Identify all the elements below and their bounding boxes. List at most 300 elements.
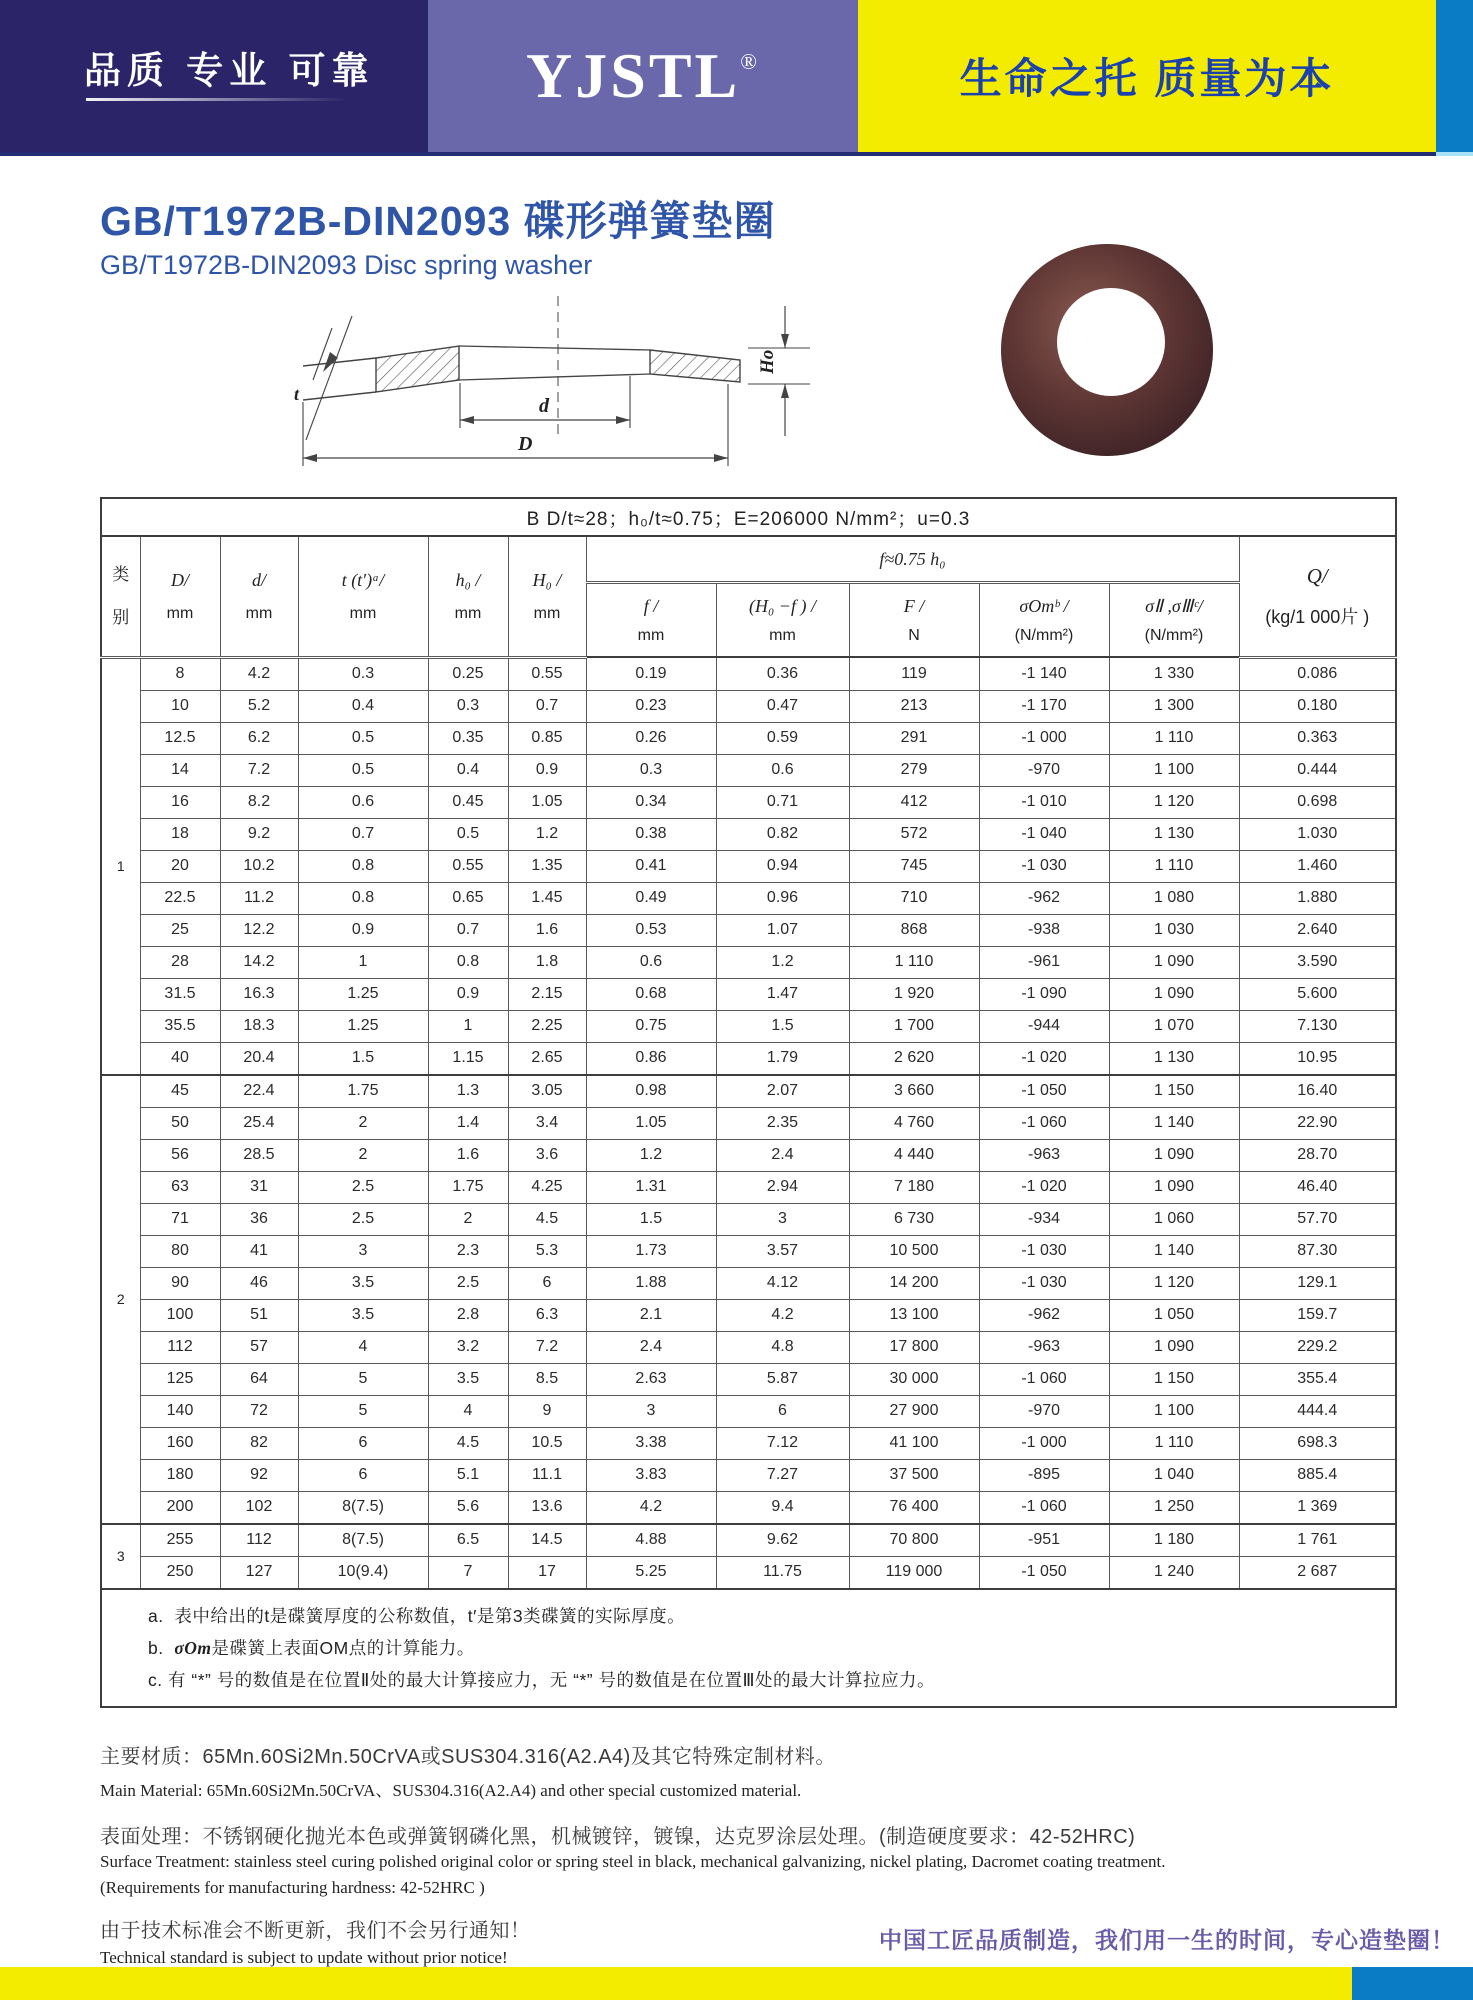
table-cell: 1.88: [586, 1267, 716, 1299]
table-cell: 250: [140, 1556, 220, 1589]
table-row: [101, 1075, 1396, 1108]
category-label: 2: [101, 1075, 140, 1524]
table-cell: -970: [979, 754, 1109, 786]
materials-en: Main Material: 65Mn.60Si2Mn.50CrVA、SUS304.316(A2.A4) and other special customized material.: [100, 1781, 802, 1800]
banner-right-slogan: 生命之托 质量为本: [959, 55, 1335, 102]
table-cell: 0.41: [586, 850, 716, 882]
table-cell: 70 800: [849, 1524, 979, 1557]
table-cell: 4.25: [508, 1171, 586, 1203]
table-cell: 1.6: [508, 914, 586, 946]
table-cell: -951: [979, 1524, 1109, 1557]
table-cell: 8(7.5): [298, 1524, 428, 1557]
table-cell: 0.59: [716, 722, 849, 754]
table-cell: 7: [428, 1556, 508, 1589]
table-cell: 1.25: [298, 978, 428, 1010]
table-cell: 5.3: [508, 1235, 586, 1267]
table-cell: -1 040: [979, 818, 1109, 850]
dim-label-Ho: Ho: [757, 349, 778, 374]
table-cell: -1 000: [979, 722, 1109, 754]
table-cell: -1 090: [979, 978, 1109, 1010]
table-cell: 1 120: [1109, 1267, 1239, 1299]
table-cell: -970: [979, 1395, 1109, 1427]
table-body: [101, 657, 1396, 1589]
table-cell: -934: [979, 1203, 1109, 1235]
table-cell: 3.6: [508, 1139, 586, 1171]
table-row: [101, 754, 1396, 786]
table-cell: 1.75: [428, 1171, 508, 1203]
table-cell: 1.5: [586, 1203, 716, 1235]
table-cell: 1 700: [849, 1010, 979, 1042]
table-cell: 180: [140, 1459, 220, 1491]
table-row: [101, 1363, 1396, 1395]
table-cell: 6.5: [428, 1524, 508, 1557]
table-cell: -895: [979, 1459, 1109, 1491]
table-cell: 41 100: [849, 1427, 979, 1459]
table-cell: 1: [428, 1010, 508, 1042]
table-row: [101, 1107, 1396, 1139]
table-cell: 6.2: [220, 722, 298, 754]
table-cell: 5.600: [1239, 978, 1396, 1010]
table-cell: -963: [979, 1139, 1109, 1171]
table-cell: 7.2: [220, 754, 298, 786]
table-cell: 4: [428, 1395, 508, 1427]
table-cell: 1 150: [1109, 1363, 1239, 1395]
table-cell: 0.45: [428, 786, 508, 818]
table-row: [101, 1139, 1396, 1171]
table-cell: 745: [849, 850, 979, 882]
registered-mark: ®: [740, 49, 760, 74]
table-cell: 1 090: [1109, 1139, 1239, 1171]
table-cell: 7.12: [716, 1427, 849, 1459]
table-cell: 4.5: [428, 1427, 508, 1459]
banner-shadow-line-right: [1436, 152, 1473, 156]
notice-zh: 由于技术标准会不断更新，我们不会另行通知！: [100, 1920, 531, 1942]
table-cell: 18.3: [220, 1010, 298, 1042]
table-cell: 200: [140, 1491, 220, 1524]
table-cell: 0.363: [1239, 722, 1396, 754]
surface-en-1: Surface Treatment: stainless steel curing polished original color or spring steel in black, mechanical galvanizing, nickel plating, Dacromet coating treatment.: [100, 1852, 1166, 1871]
table-cell: 1 100: [1109, 1395, 1239, 1427]
table-cell: 6: [298, 1459, 428, 1491]
col-group-f: f≈0.75 h₀: [586, 536, 1239, 583]
col-header-sigma-om: σOmᵇ / (N/mm²): [979, 583, 1109, 658]
table-cell: 4.12: [716, 1267, 849, 1299]
table-cell: 0.086: [1239, 657, 1396, 690]
table-cell: 885.4: [1239, 1459, 1396, 1491]
col-header-sigma-ii-iii: σⅡ ,σⅢᶜ/ (N/mm²): [1109, 583, 1239, 658]
table-cell: 1.45: [508, 882, 586, 914]
table-cell: 0.38: [586, 818, 716, 850]
table-cell: 0.9: [298, 914, 428, 946]
table-cell: 6: [298, 1427, 428, 1459]
table-cell: -1 140: [979, 657, 1109, 690]
spec-line: B D/t≈28；h₀/t≈0.75；E=206000 N/mm²；u=0.3: [101, 498, 1396, 536]
table-cell: 0.26: [586, 722, 716, 754]
table-cell: 0.55: [508, 657, 586, 690]
table-cell: -1 020: [979, 1042, 1109, 1075]
table-cell: -962: [979, 1299, 1109, 1331]
table-cell: 0.53: [586, 914, 716, 946]
table-row: [101, 978, 1396, 1010]
table-cell: -1 010: [979, 786, 1109, 818]
surface-zh: 表面处理：不锈钢硬化抛光本色或弹簧钢磷化黑，机械镀锌，镀镍，达克罗涂层处理。(制造硬度要求：42-52HRC): [100, 1826, 1136, 1848]
table-cell: 2.5: [298, 1171, 428, 1203]
table-cell: 1.2: [508, 818, 586, 850]
table-cell: 0.5: [298, 754, 428, 786]
table-cell: 1.030: [1239, 818, 1396, 850]
table-cell: 2.63: [586, 1363, 716, 1395]
table-row: [101, 818, 1396, 850]
table-cell: 0.7: [298, 818, 428, 850]
table-row: [101, 1010, 1396, 1042]
col-header-d: d/ mm: [220, 536, 298, 657]
table-cell: 1 250: [1109, 1491, 1239, 1524]
table-cell: 50: [140, 1107, 220, 1139]
table-cell: 119: [849, 657, 979, 690]
materials-zh: 主要材质：65Mn.60Si2Mn.50CrVA或SUS304.316(A2.A4)及其它特殊定制材料。: [100, 1746, 836, 1768]
table-cell: 1 090: [1109, 946, 1239, 978]
table-cell: 5: [298, 1363, 428, 1395]
table-cell: 0.34: [586, 786, 716, 818]
table-cell: 1 120: [1109, 786, 1239, 818]
table-cell: 1 030: [1109, 914, 1239, 946]
col-header-category: 类 别: [101, 536, 140, 657]
table-row: [101, 1267, 1396, 1299]
table-cell: 255: [140, 1524, 220, 1557]
table-cell: 9.62: [716, 1524, 849, 1557]
table-cell: 0.85: [508, 722, 586, 754]
col-header-D: D/ mm: [140, 536, 220, 657]
table-cell: 140: [140, 1395, 220, 1427]
table-cell: 14.2: [220, 946, 298, 978]
footnote-a: a. 表中给出的t是碟簧厚度的公称数值，t′是第3类碟簧的实际厚度。: [148, 1606, 686, 1626]
table-cell: 1 150: [1109, 1075, 1239, 1108]
table-cell: 5.87: [716, 1363, 849, 1395]
table-cell: 1 300: [1109, 690, 1239, 722]
table-row: [101, 850, 1396, 882]
table-cell: 1 180: [1109, 1524, 1239, 1557]
table-cell: 28.70: [1239, 1139, 1396, 1171]
table-cell: 1.07: [716, 914, 849, 946]
table-cell: 3 660: [849, 1075, 979, 1108]
table-row: [101, 1235, 1396, 1267]
table-cell: 31: [220, 1171, 298, 1203]
table-cell: 7.2: [508, 1331, 586, 1363]
table-cell: 127: [220, 1556, 298, 1589]
table-cell: 5: [298, 1395, 428, 1427]
table-row: [101, 1042, 1396, 1075]
table-row: [101, 914, 1396, 946]
table-cell: 0.8: [298, 850, 428, 882]
table-cell: 1.4: [428, 1107, 508, 1139]
table-cell: 57.70: [1239, 1203, 1396, 1235]
table-cell: 76 400: [849, 1491, 979, 1524]
table-cell: 40: [140, 1042, 220, 1075]
surface-en-2: (Requirements for manufacturing hardness: 42-52HRC ): [100, 1878, 485, 1897]
table-cell: 1.05: [586, 1107, 716, 1139]
table-cell: 2.25: [508, 1010, 586, 1042]
table-cell: 22.4: [220, 1075, 298, 1108]
table-cell: 4.2: [586, 1491, 716, 1524]
table-cell: 11.75: [716, 1556, 849, 1589]
table-cell: 1.880: [1239, 882, 1396, 914]
footnote-b: b. σOm是碟簧上表面OM点的计算能力。: [148, 1638, 475, 1658]
table-cell: 1.3: [428, 1075, 508, 1108]
table-cell: 1 090: [1109, 978, 1239, 1010]
table-cell: -1 020: [979, 1171, 1109, 1203]
table-cell: 14 200: [849, 1267, 979, 1299]
table-cell: 7.130: [1239, 1010, 1396, 1042]
table-cell: 0.96: [716, 882, 849, 914]
dim-label-d: d: [539, 395, 549, 417]
spec-table: [100, 497, 1397, 1708]
table-cell: 1 100: [1109, 754, 1239, 786]
table-cell: 12.5: [140, 722, 220, 754]
table-cell: 2.5: [298, 1203, 428, 1235]
table-cell: -1 030: [979, 1235, 1109, 1267]
banner-yellow-block: [858, 0, 1436, 152]
table-cell: 18: [140, 818, 220, 850]
table-row: [101, 882, 1396, 914]
table-cell: 13.6: [508, 1491, 586, 1524]
table-cell: 35.5: [140, 1010, 220, 1042]
table-cell: 1.25: [298, 1010, 428, 1042]
table-cell: 0.75: [586, 1010, 716, 1042]
table-cell: 0.65: [428, 882, 508, 914]
banner-left-slogan: 品质 专业 可靠: [84, 50, 375, 91]
table-cell: 2: [428, 1203, 508, 1235]
table-cell: 12.2: [220, 914, 298, 946]
table-cell: -938: [979, 914, 1109, 946]
table-cell: 4 760: [849, 1107, 979, 1139]
table-cell: 0.3: [428, 690, 508, 722]
table-cell: 1 090: [1109, 1171, 1239, 1203]
table-cell: 5.1: [428, 1459, 508, 1491]
table-cell: 3: [298, 1235, 428, 1267]
table-row: [101, 722, 1396, 754]
table-cell: 0.23: [586, 690, 716, 722]
table-cell: 6: [716, 1395, 849, 1427]
table-cell: 25: [140, 914, 220, 946]
table-cell: 37 500: [849, 1459, 979, 1491]
table-cell: 412: [849, 786, 979, 818]
table-cell: 0.68: [586, 978, 716, 1010]
footnotes-cell: [101, 1589, 1396, 1707]
table-cell: 5.2: [220, 690, 298, 722]
table-cell: 0.8: [428, 946, 508, 978]
table-cell: 8.2: [220, 786, 298, 818]
table-cell: 10.2: [220, 850, 298, 882]
table-cell: 10.95: [1239, 1042, 1396, 1075]
left-section-hatch: [376, 346, 459, 392]
brand-tagline: 中国工匠品质制造，我们用一生的时间，专心造垫圈！: [879, 1927, 1455, 1953]
banner-shadow-line: [0, 152, 1436, 156]
table-cell: -961: [979, 946, 1109, 978]
table-cell: 2 620: [849, 1042, 979, 1075]
table-cell: -1 050: [979, 1556, 1109, 1589]
table-cell: 0.698: [1239, 786, 1396, 818]
table-cell: 3.83: [586, 1459, 716, 1491]
table-cell: 3.5: [298, 1267, 428, 1299]
table-cell: 0.444: [1239, 754, 1396, 786]
table-cell: 2.1: [586, 1299, 716, 1331]
brand-logo: [526, 39, 760, 113]
table-cell: 2: [298, 1107, 428, 1139]
table-cell: 291: [849, 722, 979, 754]
table-cell: 0.7: [428, 914, 508, 946]
col-header-f: f / mm: [586, 583, 716, 658]
table-cell: 20: [140, 850, 220, 882]
table-cell: 0.82: [716, 818, 849, 850]
column-header-row-1: [101, 536, 1396, 583]
table-cell: 17 800: [849, 1331, 979, 1363]
table-cell: 0.94: [716, 850, 849, 882]
table-cell: 10: [140, 690, 220, 722]
col-header-t: t (t′)ᵃ/ mm: [298, 536, 428, 657]
table-cell: 129.1: [1239, 1267, 1396, 1299]
table-cell: 1 110: [1109, 1427, 1239, 1459]
page-title-en: GB/T1972B-DIN2093 Disc spring washer: [100, 250, 593, 280]
table-cell: 102: [220, 1491, 298, 1524]
table-cell: 0.3: [298, 657, 428, 690]
table-cell: 11.2: [220, 882, 298, 914]
table-cell: 0.86: [586, 1042, 716, 1075]
table-cell: 28: [140, 946, 220, 978]
table-cell: 1.05: [508, 786, 586, 818]
dim-label-t: t: [294, 384, 300, 404]
table-cell: -1 050: [979, 1075, 1109, 1108]
table-cell: 0.6: [298, 786, 428, 818]
table-cell: 2 687: [1239, 1556, 1396, 1589]
table-row: [101, 1299, 1396, 1331]
category-label: 3: [101, 1524, 140, 1589]
table-cell: 5.6: [428, 1491, 508, 1524]
table-cell: 1 040: [1109, 1459, 1239, 1491]
table-cell: 4.88: [586, 1524, 716, 1557]
table-cell: 4.5: [508, 1203, 586, 1235]
table-cell: 31.5: [140, 978, 220, 1010]
table-row: [101, 690, 1396, 722]
col-header-H0-minus-f: (H₀ −f ) / mm: [716, 583, 849, 658]
col-header-F: F / N: [849, 583, 979, 658]
table-cell: 8(7.5): [298, 1491, 428, 1524]
table-cell: 25.4: [220, 1107, 298, 1139]
bottom-blue-corner: [1352, 1967, 1473, 2000]
table-cell: 0.71: [716, 786, 849, 818]
table-cell: 1 110: [1109, 722, 1239, 754]
table-cell: 41: [220, 1235, 298, 1267]
table-cell: 3.38: [586, 1427, 716, 1459]
table-cell: 0.7: [508, 690, 586, 722]
table-cell: 0.3: [586, 754, 716, 786]
table-cell: 1.47: [716, 978, 849, 1010]
disc-spring-section-drawing: [268, 288, 813, 478]
table-cell: 30 000: [849, 1363, 979, 1395]
table-cell: 22.5: [140, 882, 220, 914]
table-cell: 0.4: [428, 754, 508, 786]
table-cell: 1 050: [1109, 1299, 1239, 1331]
table-cell: 1 130: [1109, 1042, 1239, 1075]
table-cell: -1 060: [979, 1107, 1109, 1139]
table-cell: 1 060: [1109, 1203, 1239, 1235]
table-cell: 22.90: [1239, 1107, 1396, 1139]
table-cell: 87.30: [1239, 1235, 1396, 1267]
table-cell: 1.6: [428, 1139, 508, 1171]
washer-hole: [1057, 288, 1165, 396]
table-row: [101, 1203, 1396, 1235]
table-cell: 0.19: [586, 657, 716, 690]
table-cell: 82: [220, 1427, 298, 1459]
table-cell: 160: [140, 1427, 220, 1459]
table-cell: 1.15: [428, 1042, 508, 1075]
table-cell: 10 500: [849, 1235, 979, 1267]
table-cell: 8.5: [508, 1363, 586, 1395]
table-cell: 63: [140, 1171, 220, 1203]
spec-header-row: [101, 498, 1396, 536]
table-cell: 1.35: [508, 850, 586, 882]
table-cell: 10(9.4): [298, 1556, 428, 1589]
table-cell: 57: [220, 1331, 298, 1363]
table-row: [101, 1459, 1396, 1491]
table-cell: 20.4: [220, 1042, 298, 1075]
table-row: [101, 1331, 1396, 1363]
table-cell: -1 030: [979, 1267, 1109, 1299]
table-cell: 7 180: [849, 1171, 979, 1203]
table-cell: 46: [220, 1267, 298, 1299]
table-row: [101, 786, 1396, 818]
table-cell: 572: [849, 818, 979, 850]
banner-purple-block: [428, 0, 858, 152]
table-cell: 2.3: [428, 1235, 508, 1267]
table-cell: 1 920: [849, 978, 979, 1010]
table-cell: 3.57: [716, 1235, 849, 1267]
table-cell: 2.8: [428, 1299, 508, 1331]
table-cell: 868: [849, 914, 979, 946]
table-cell: 2.07: [716, 1075, 849, 1108]
table-cell: -962: [979, 882, 1109, 914]
col-header-Q: Q/ (kg/1 000片 ): [1239, 536, 1396, 657]
table-cell: 9.4: [716, 1491, 849, 1524]
table-cell: 92: [220, 1459, 298, 1491]
table-cell: 72: [220, 1395, 298, 1427]
table-cell: -944: [979, 1010, 1109, 1042]
table-row: [101, 946, 1396, 978]
table-cell: 8: [140, 657, 220, 690]
table-cell: 2.4: [716, 1139, 849, 1171]
table-cell: 3: [716, 1203, 849, 1235]
table-cell: 16.3: [220, 978, 298, 1010]
table-cell: -1 170: [979, 690, 1109, 722]
table-cell: 0.5: [298, 722, 428, 754]
table-cell: 1.2: [716, 946, 849, 978]
table-cell: 3: [586, 1395, 716, 1427]
table-cell: 1.8: [508, 946, 586, 978]
col-header-H0: H₀ / mm: [508, 536, 586, 657]
table-row: [101, 1556, 1396, 1589]
table-cell: 112: [220, 1524, 298, 1557]
table-cell: 1 090: [1109, 1331, 1239, 1363]
table-row: [101, 1524, 1396, 1557]
table-cell: 1 130: [1109, 818, 1239, 850]
table-cell: 1 110: [849, 946, 979, 978]
table-cell: 90: [140, 1267, 220, 1299]
table-cell: 698.3: [1239, 1427, 1396, 1459]
banner-slogan-underline: [86, 98, 348, 101]
table-cell: 9.2: [220, 818, 298, 850]
table-cell: 4.2: [220, 657, 298, 690]
table-row: [101, 1491, 1396, 1524]
table-cell: 7.27: [716, 1459, 849, 1491]
